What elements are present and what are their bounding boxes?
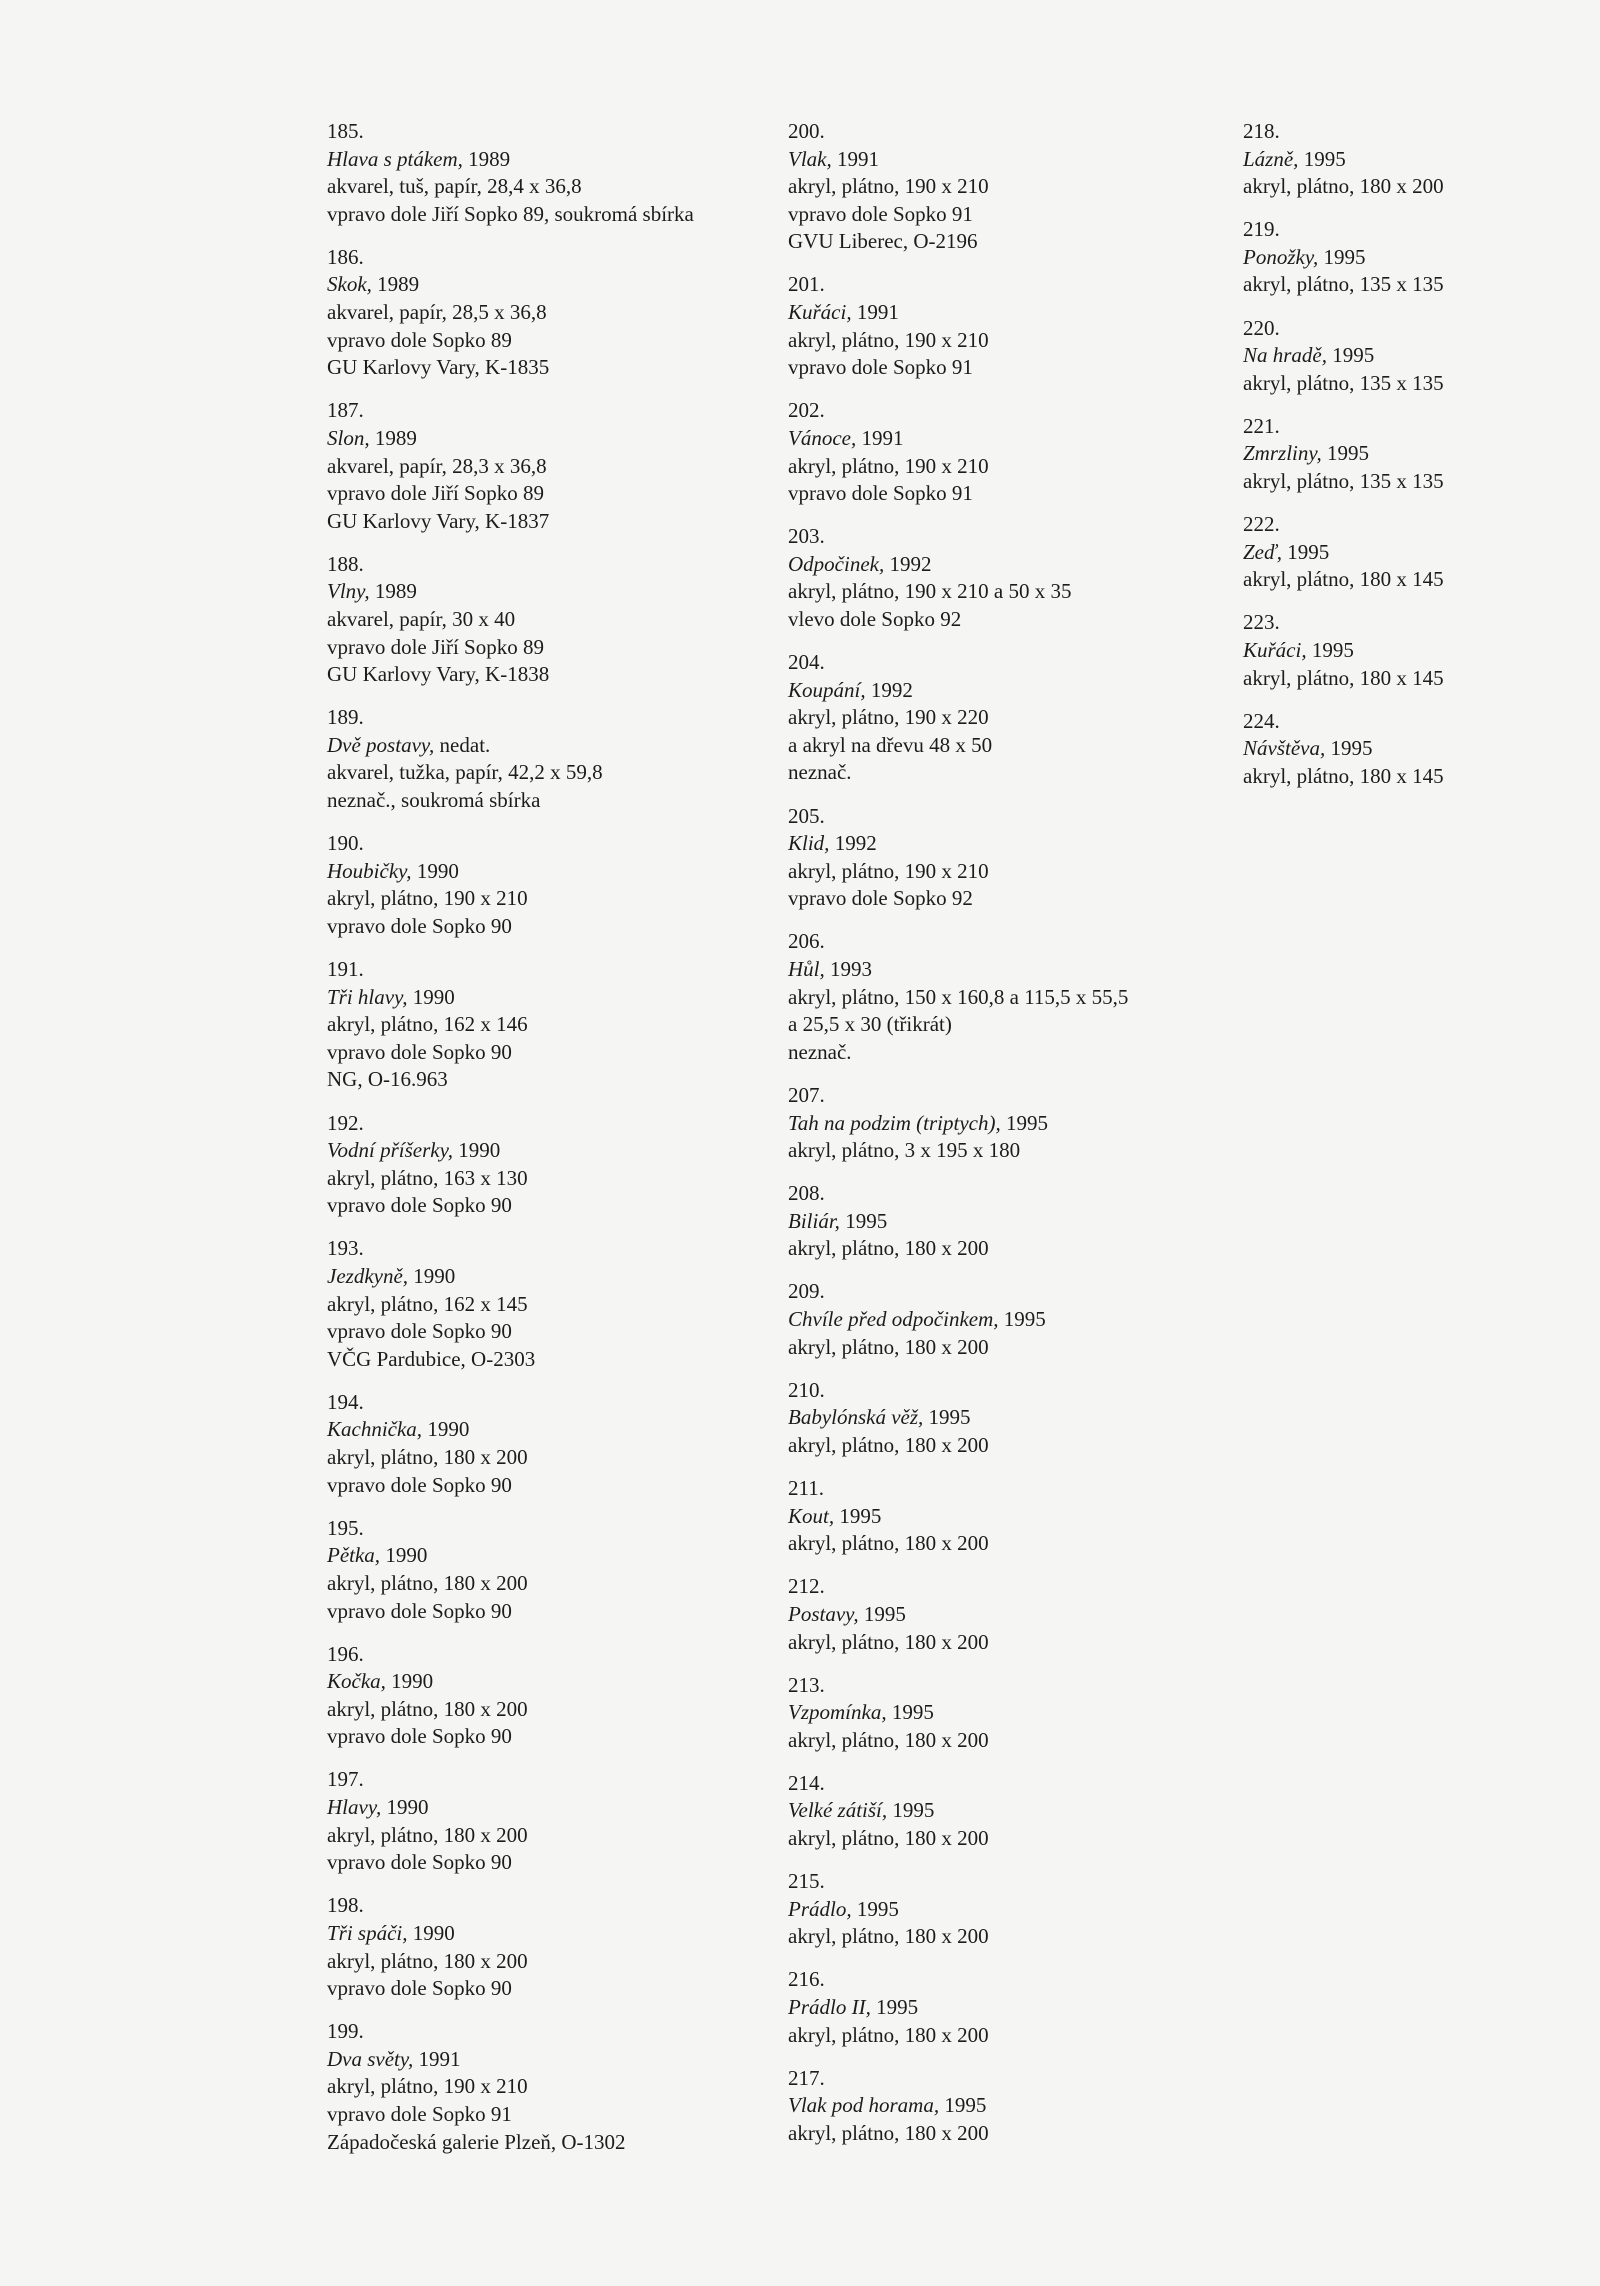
- artwork-detail: vpravo dole Sopko 90: [327, 913, 512, 938]
- artwork-detail: vpravo dole Sopko 90: [327, 1850, 512, 1875]
- artwork-title: Hůl,: [788, 957, 825, 982]
- entry-number: 193.: [327, 1236, 364, 1261]
- catalog-entry: [327, 1110, 767, 1220]
- catalog-entry: [788, 523, 1238, 633]
- entry-number: 223.: [1243, 610, 1280, 635]
- entry-title-line: [327, 1668, 767, 1696]
- artwork-year: 1989: [371, 272, 420, 297]
- artwork-title: Chvíle před odpočinkem,: [788, 1307, 999, 1332]
- catalog-entry: [788, 118, 1238, 256]
- artwork-detail: akvarel, papír, 30 x 40: [327, 607, 516, 631]
- artwork-year: 1991: [851, 300, 899, 325]
- entry-title-line: [327, 1137, 767, 1165]
- artwork-title: Babylónská věž,: [788, 1405, 924, 1430]
- artwork-detail: akryl, plátno, 180 x 200: [788, 1432, 989, 1457]
- artwork-year: 1990: [380, 1543, 428, 1568]
- entry-number: 215.: [788, 1869, 825, 1894]
- entry-title-line: [327, 1542, 767, 1570]
- entry-number: 207.: [788, 1082, 825, 1107]
- entry-title-line: [327, 271, 767, 299]
- entry-number: 185.: [327, 119, 364, 143]
- artwork-detail: vpravo dole Sopko 89: [327, 327, 512, 352]
- entry-title-line: [327, 2046, 767, 2074]
- entry-title-line: [788, 1306, 1238, 1334]
- artwork-detail: akryl, plátno, 180 x 200: [788, 1531, 989, 1556]
- entry-number: 222.: [1243, 512, 1280, 537]
- artwork-detail: akryl, plátno, 163 x 130: [327, 1165, 528, 1190]
- artwork-detail: NG, O-16.963: [327, 1067, 448, 1092]
- artwork-detail: vlevo dole Sopko 92: [788, 607, 962, 631]
- catalog-entry: [788, 928, 1238, 1066]
- entry-number: 189.: [327, 705, 364, 730]
- artwork-title: Hlava s ptákem,: [327, 146, 463, 171]
- entry-number: 188.: [327, 551, 364, 576]
- artwork-detail: GU Karlovy Vary, K-1838: [327, 662, 550, 687]
- catalog-entry: [327, 551, 767, 689]
- artwork-year: 1990: [422, 1417, 470, 1442]
- artwork-year: 1993: [824, 957, 872, 982]
- artwork-detail: vpravo dole Sopko 91: [788, 355, 973, 380]
- catalog-entry: [788, 1770, 1238, 1853]
- catalog-entry: [327, 830, 767, 940]
- artwork-detail: akryl, plátno, 180 x 200: [788, 1727, 989, 1752]
- entry-title-line: [788, 1601, 1238, 1629]
- catalog-column-2: [788, 118, 1238, 2163]
- entry-title-line: [788, 1110, 1238, 1138]
- artwork-detail: akvarel, tužka, papír, 42,2 x 59,8: [327, 760, 603, 785]
- catalog-entry: [327, 1766, 767, 1876]
- artwork-year: 1991: [413, 2046, 461, 2071]
- entry-title-line: [327, 984, 767, 1012]
- catalog-column-1: [327, 118, 767, 2172]
- catalog-entry: [788, 649, 1238, 787]
- entry-title-line: [788, 1994, 1238, 2022]
- entry-title-line: [788, 1896, 1238, 1924]
- artwork-detail: a akryl na dřevu 48 x 50: [788, 732, 993, 757]
- artwork-year: 1995: [834, 1503, 882, 1528]
- catalog-entry: [327, 1515, 767, 1625]
- entry-number: 191.: [327, 957, 364, 982]
- catalog-entry: [327, 397, 767, 535]
- artwork-year: 1990: [453, 1138, 501, 1163]
- catalog-entry: [1243, 216, 1573, 299]
- artwork-detail: vpravo dole Sopko 90: [327, 1319, 512, 1344]
- artwork-detail: a 25,5 x 30 (třikrát): [788, 1012, 952, 1037]
- artwork-detail: akryl, plátno, 190 x 220: [788, 705, 989, 730]
- artwork-year: 1992: [865, 677, 913, 702]
- artwork-year: 1995: [1318, 244, 1366, 269]
- entry-title-line: [327, 1416, 767, 1444]
- entry-title-line: [1243, 342, 1573, 370]
- entry-title-line: [327, 1263, 767, 1291]
- catalog-entry: [788, 271, 1238, 381]
- entry-number: 208.: [788, 1181, 825, 1206]
- entry-number: 194.: [327, 1389, 364, 1414]
- catalog-entry: [1243, 511, 1573, 594]
- artwork-year: 1995: [1298, 146, 1346, 171]
- artwork-detail: akryl, plátno, 162 x 145: [327, 1291, 528, 1316]
- entry-number: 219.: [1243, 217, 1280, 242]
- catalog-entry: [788, 1573, 1238, 1656]
- artwork-title: Tři hlavy,: [327, 984, 408, 1009]
- catalog-entry: [788, 1377, 1238, 1460]
- entry-number: 217.: [788, 2065, 825, 2090]
- artwork-detail: Západočeská galerie Plzeň, O-1302: [327, 2129, 626, 2154]
- entry-title-line: [788, 1208, 1238, 1236]
- artwork-detail: akryl, plátno, 190 x 210: [327, 886, 528, 911]
- artwork-detail: vpravo dole Sopko 91: [327, 2102, 512, 2126]
- entry-title-line: [788, 2092, 1238, 2120]
- artwork-detail: akryl, plátno, 150 x 160,8 a 115,5 x 55,5: [788, 984, 1129, 1009]
- artwork-year: 1991: [831, 146, 879, 171]
- entry-title-line: [788, 1699, 1238, 1727]
- entry-title-line: [788, 1404, 1238, 1432]
- artwork-title: Tři spáči,: [327, 1920, 408, 1945]
- entry-number: 199.: [327, 2019, 364, 2044]
- catalog-entry: [788, 1672, 1238, 1755]
- artwork-year: 1995: [1321, 441, 1370, 466]
- entry-title-line: [1243, 146, 1573, 174]
- artwork-detail: vpravo dole Sopko 90: [327, 1472, 512, 1497]
- entry-number: 198.: [327, 1893, 364, 1918]
- artwork-detail: akryl, plátno, 180 x 200: [1243, 174, 1444, 199]
- artwork-title: Dva světy,: [327, 2046, 414, 2071]
- artwork-year: 1995: [870, 1995, 919, 2020]
- artwork-detail: vpravo dole Sopko 91: [788, 201, 973, 226]
- entry-number: 187.: [327, 398, 364, 423]
- artwork-title: Skok,: [327, 272, 372, 297]
- catalog-entry: [327, 1892, 767, 2002]
- entry-title-line: [327, 425, 767, 453]
- entry-number: 196.: [327, 1641, 364, 1666]
- artwork-year: 1989: [369, 579, 417, 604]
- artwork-detail: akryl, plátno, 190 x 210 a 50 x 35: [788, 579, 1072, 604]
- catalog-entry: [788, 1082, 1238, 1165]
- artwork-title: Kout,: [788, 1503, 835, 1528]
- artwork-detail: akryl, plátno, 190 x 210: [327, 2074, 528, 2099]
- catalog-entry: [327, 704, 767, 814]
- entry-title-line: [1243, 244, 1573, 272]
- artwork-detail: GU Karlovy Vary, K-1837: [327, 508, 550, 533]
- entry-number: 206.: [788, 929, 825, 954]
- entry-number: 202.: [788, 398, 825, 423]
- entry-number: 220.: [1243, 315, 1280, 340]
- artwork-title: Ponožky,: [1243, 244, 1319, 269]
- artwork-detail: vpravo dole Jiří Sopko 89: [327, 481, 544, 506]
- catalog-entry: [788, 1868, 1238, 1951]
- artwork-detail: akryl, plátno, 190 x 210: [788, 858, 989, 883]
- artwork-year: 1995: [1282, 539, 1330, 564]
- artwork-title: Postavy,: [788, 1601, 859, 1626]
- entry-title-line: [788, 1797, 1238, 1825]
- artwork-title: Hlavy,: [327, 1795, 382, 1820]
- artwork-detail: akryl, plátno, 180 x 200: [327, 1822, 528, 1847]
- artwork-detail: akryl, plátno, 180 x 145: [1243, 567, 1444, 592]
- entry-number: 209.: [788, 1279, 825, 1304]
- artwork-title: Vodní příšerky,: [327, 1138, 453, 1163]
- artwork-year: 1995: [1325, 736, 1373, 761]
- catalog-entry: [327, 244, 767, 382]
- entry-title-line: [1243, 539, 1573, 567]
- artwork-detail: VČG Pardubice, O-2303: [327, 1346, 536, 1371]
- artwork-year: 1995: [923, 1405, 971, 1430]
- artwork-detail: akvarel, papír, 28,5 x 36,8: [327, 300, 547, 325]
- artwork-detail: vpravo dole Jiří Sopko 89, soukromá sbírka: [327, 201, 694, 226]
- artwork-detail: akryl, plátno, 180 x 145: [1243, 665, 1444, 690]
- artwork-title: Klid,: [788, 831, 830, 856]
- artwork-title: Slon,: [327, 425, 370, 450]
- artwork-title: Vzpomínka,: [788, 1700, 887, 1725]
- artwork-detail: vpravo dole Sopko 90: [327, 1193, 512, 1218]
- artwork-detail: akryl, plátno, 180 x 200: [327, 1948, 528, 1973]
- entry-number: 204.: [788, 650, 825, 675]
- catalog-entry: [788, 1966, 1238, 2049]
- catalog-entry: [1243, 413, 1573, 496]
- artwork-year: 1995: [886, 1700, 934, 1725]
- artwork-detail: vpravo dole Sopko 92: [788, 886, 973, 911]
- artwork-detail: akryl, plátno, 180 x 200: [788, 1629, 989, 1654]
- entry-number: 224.: [1243, 708, 1280, 733]
- artwork-year: 1989: [462, 146, 511, 171]
- artwork-year: 1990: [385, 1669, 434, 1694]
- entry-title-line: [327, 732, 767, 760]
- entry-title-line: [327, 146, 767, 174]
- artwork-year: 1995: [887, 1798, 935, 1823]
- entry-title-line: [788, 677, 1238, 705]
- artwork-year: 1990: [407, 984, 455, 1009]
- artwork-title: Koupání,: [788, 677, 866, 702]
- catalog-entry: [327, 1389, 767, 1499]
- artwork-year: 1995: [1306, 638, 1354, 662]
- artwork-detail: akryl, plátno, 180 x 200: [327, 1696, 528, 1721]
- artwork-title: Kachnička,: [327, 1417, 423, 1442]
- artwork-title: Kuřáci,: [1243, 638, 1307, 662]
- entry-title-line: [788, 551, 1238, 579]
- entry-title-line: [1243, 637, 1573, 665]
- catalog-entry: [788, 397, 1238, 507]
- entry-number: 197.: [327, 1767, 364, 1792]
- artwork-title: Vlak,: [788, 146, 832, 171]
- artwork-year: 1995: [939, 2093, 987, 2118]
- artwork-detail: akryl, plátno, 180 x 145: [1243, 763, 1444, 788]
- catalog-entry: [327, 956, 767, 1094]
- entry-title-line: [788, 956, 1238, 984]
- artwork-detail: akryl, plátno, 190 x 210: [788, 174, 989, 199]
- artwork-detail: neznač., soukromá sbírka: [327, 788, 541, 813]
- catalog-entry: [1243, 609, 1573, 692]
- artwork-year: 1995: [858, 1601, 906, 1626]
- entry-number: 213.: [788, 1672, 825, 1697]
- artwork-title: Prádlo II,: [788, 1995, 871, 2020]
- artwork-detail: akryl, plátno, 162 x 146: [327, 1012, 528, 1037]
- entry-title-line: [788, 146, 1238, 174]
- catalog-entry: [327, 2018, 767, 2156]
- artwork-detail: vpravo dole Sopko 91: [788, 481, 973, 506]
- artwork-year: 1995: [1000, 1110, 1048, 1135]
- artwork-year: 1992: [884, 551, 932, 576]
- artwork-detail: vpravo dole Sopko 90: [327, 1598, 512, 1623]
- artwork-detail: akryl, plátno, 190 x 210: [788, 453, 989, 478]
- artwork-title: Kočka,: [327, 1669, 386, 1694]
- artwork-title: Zmrzliny,: [1243, 441, 1322, 466]
- entry-title-line: [327, 858, 767, 886]
- entry-number: 216.: [788, 1967, 825, 1992]
- artwork-detail: akvarel, papír, 28,3 x 36,8: [327, 453, 547, 478]
- artwork-year: 1990: [381, 1795, 429, 1820]
- entry-number: 210.: [788, 1377, 825, 1402]
- artwork-year: 1990: [411, 858, 459, 883]
- artwork-title: Zeď,: [1243, 539, 1283, 564]
- artwork-detail: vpravo dole Sopko 90: [327, 1724, 512, 1749]
- artwork-title: Vlak pod horama,: [788, 2093, 940, 2118]
- artwork-detail: akryl, plátno, 180 x 200: [788, 1924, 989, 1949]
- artwork-title: Lázně,: [1243, 146, 1299, 171]
- artwork-detail: akryl, plátno, 180 x 200: [788, 1334, 989, 1359]
- artwork-detail: akryl, plátno, 180 x 200: [788, 2120, 989, 2145]
- entry-title-line: [327, 1794, 767, 1822]
- catalog-entry: [327, 1235, 767, 1373]
- catalog-entry: [1243, 708, 1573, 791]
- artwork-detail: GU Karlovy Vary, K-1835: [327, 355, 550, 380]
- artwork-detail: vpravo dole Jiří Sopko 89: [327, 634, 544, 659]
- artwork-detail: akryl, plátno, 135 x 135: [1243, 469, 1444, 494]
- entry-number: 200.: [788, 119, 825, 143]
- entry-title-line: [327, 1920, 767, 1948]
- artwork-title: Velké zátiší,: [788, 1798, 888, 1823]
- artwork-title: Návštěva,: [1243, 736, 1326, 761]
- entry-title-line: [788, 830, 1238, 858]
- artwork-title: Prádlo,: [788, 1896, 852, 1921]
- artwork-title: Na hradě,: [1243, 343, 1327, 368]
- artwork-detail: akryl, plátno, 3 x 195 x 180: [788, 1138, 1021, 1163]
- catalog-entry: [788, 1278, 1238, 1361]
- catalog-entry: [788, 1475, 1238, 1558]
- entry-title-line: [788, 299, 1238, 327]
- artwork-detail: akryl, plátno, 190 x 210: [788, 327, 989, 352]
- catalog-column-3: [1243, 118, 1573, 806]
- artwork-detail: akryl, plátno, 180 x 200: [327, 1570, 528, 1595]
- artwork-year: nedat.: [434, 732, 491, 757]
- entry-number: 186.: [327, 244, 364, 269]
- entry-number: 192.: [327, 1110, 364, 1135]
- entry-number: 205.: [788, 803, 825, 828]
- catalog-entry: [327, 118, 767, 228]
- catalog-entry: [1243, 315, 1573, 398]
- entry-number: 190.: [327, 831, 364, 856]
- artwork-year: 1991: [856, 425, 904, 450]
- entry-title-line: [788, 1503, 1238, 1531]
- entry-title-line: [1243, 440, 1573, 468]
- artwork-year: 1992: [829, 831, 877, 856]
- artwork-title: Jezdkyně,: [327, 1263, 409, 1288]
- artwork-title: Vánoce,: [788, 425, 857, 450]
- artwork-title: Dvě postavy,: [327, 732, 435, 757]
- entry-number: 211.: [788, 1476, 824, 1501]
- artwork-detail: akryl, plátno, 135 x 135: [1243, 370, 1444, 395]
- artwork-detail: akryl, plátno, 180 x 200: [788, 1826, 989, 1851]
- catalog-entry: [1243, 118, 1573, 201]
- artwork-year: 1995: [839, 1208, 888, 1233]
- artwork-detail: GVU Liberec, O-2196: [788, 229, 978, 254]
- entry-number: 201.: [788, 272, 825, 297]
- artwork-detail: akryl, plátno, 135 x 135: [1243, 272, 1444, 297]
- artwork-detail: akryl, plátno, 180 x 200: [788, 2022, 989, 2047]
- catalog-entry: [788, 803, 1238, 913]
- catalog-entry: [788, 1180, 1238, 1263]
- entry-title-line: [1243, 735, 1573, 763]
- artwork-title: Biliár,: [788, 1208, 840, 1233]
- artwork-year: 1990: [408, 1263, 456, 1288]
- artwork-title: Kuřáci,: [788, 300, 852, 325]
- artwork-detail: akvarel, tuš, papír, 28,4 x 36,8: [327, 174, 582, 199]
- artwork-detail: akryl, plátno, 180 x 200: [788, 1236, 989, 1261]
- artwork-detail: neznač.: [788, 760, 852, 785]
- artwork-year: 1990: [407, 1920, 455, 1945]
- artwork-title: Pětka,: [327, 1543, 381, 1568]
- artwork-year: 1995: [998, 1307, 1046, 1332]
- artwork-year: 1989: [369, 425, 417, 450]
- artwork-title: Odpočinek,: [788, 551, 885, 576]
- catalog-entry: [788, 2065, 1238, 2148]
- entry-number: 218.: [1243, 119, 1280, 143]
- entry-number: 212.: [788, 1574, 825, 1599]
- entry-number: 214.: [788, 1770, 825, 1795]
- artwork-title: Vlny,: [327, 579, 370, 604]
- artwork-detail: vpravo dole Sopko 90: [327, 1976, 512, 2001]
- artwork-year: 1995: [1327, 343, 1375, 368]
- artwork-title: Tah na podzim (triptych),: [788, 1110, 1001, 1135]
- entry-number: 195.: [327, 1515, 364, 1540]
- artwork-detail: neznač.: [788, 1039, 852, 1064]
- artwork-detail: akryl, plátno, 180 x 200: [327, 1445, 528, 1470]
- entry-number: 203.: [788, 524, 825, 549]
- artwork-detail: vpravo dole Sopko 90: [327, 1039, 512, 1064]
- entry-title-line: [327, 578, 767, 606]
- catalog-entry: [327, 1641, 767, 1751]
- artwork-year: 1995: [851, 1896, 899, 1921]
- entry-number: 221.: [1243, 413, 1280, 438]
- entry-title-line: [788, 425, 1238, 453]
- artwork-title: Houbičky,: [327, 858, 412, 883]
